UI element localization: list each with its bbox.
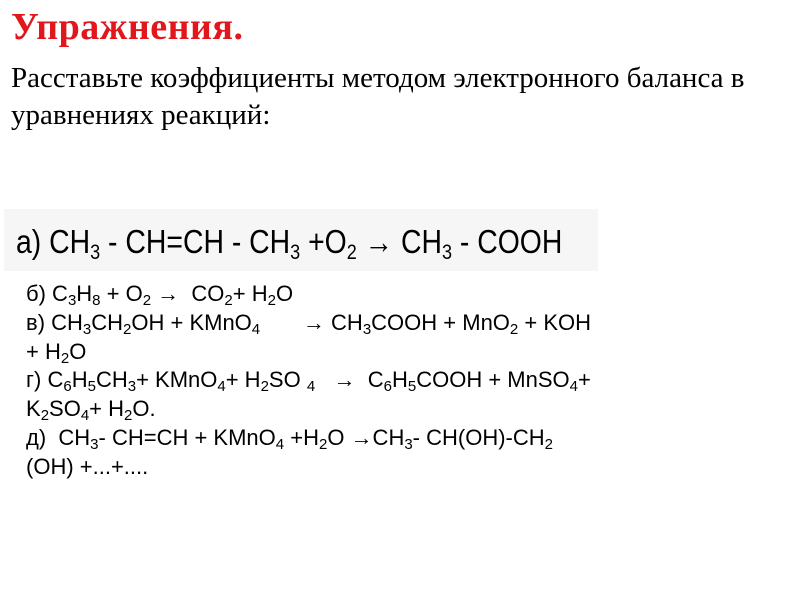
equation-a-image: [4, 209, 598, 271]
page-title: Упражнения.: [11, 6, 244, 48]
equation-g: г) $C_6H_5CH_3+$ KMnO$_4$+ $H_2SO$ $_4 \to C_6H_5COOH$ + MnSO$_4$+: [26, 367, 591, 396]
equations-list: [26, 280, 786, 482]
instruction-text: Расставьте коэффициенты методом электронного баланса в уравнениях реакций:: [11, 62, 745, 131]
equation-a: а) $CH_3 - CH=CH - CH_3 +O_2 \to CH_3$ - COOH: [16, 223, 563, 264]
equation-g-continued: $K_2SO_4+ H_2O$.: [26, 396, 156, 425]
equation-b: б) $C_3H_8 + O_2 \to CO_2+ H_2O$: [26, 281, 294, 309]
equation-v-continued: + $H_2O$: [26, 338, 87, 367]
equation-v: в) $CH_3CH_2OH$ + KMnO$_4$ → $CH_3COOH + MnO_2$ + KOH: [26, 309, 592, 338]
equation-d-continued: (OH) +...+....: [26, 453, 149, 479]
equation-d: д) $CH_3-$ CH=CH + KMnO$_4$ $+H_2O \to CH_3-$ $CH(OH)-CH_2$: [26, 424, 553, 453]
